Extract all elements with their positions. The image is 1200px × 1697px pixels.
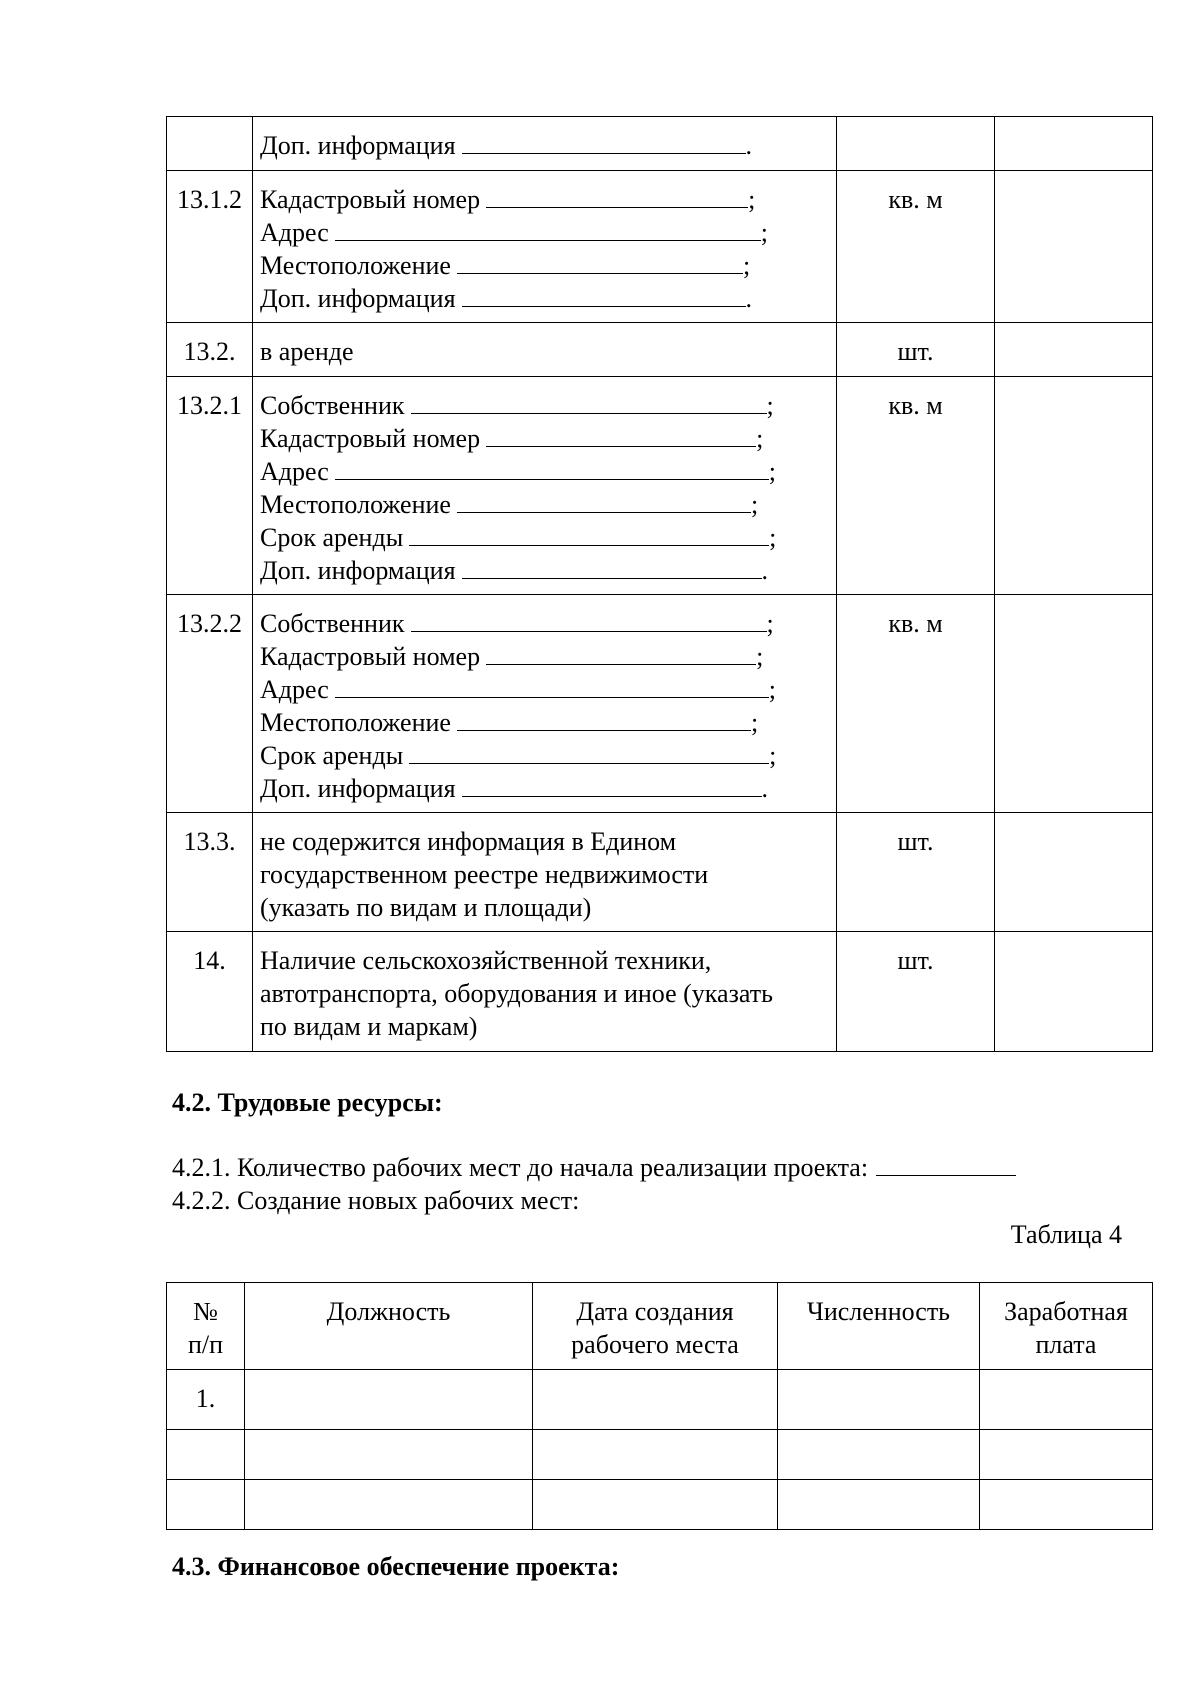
field-line: [260, 673, 832, 706]
field-label: Доп. информация: [260, 284, 456, 313]
row-unit: кв. м: [837, 377, 995, 595]
row-number: [167, 117, 253, 171]
field-label: Местоположение: [260, 251, 451, 280]
jobs-table: [166, 1282, 1153, 1530]
section-heading-labor: 4.2. Трудовые ресурсы:: [172, 1088, 443, 1117]
field-line: [260, 129, 832, 162]
row-description: [253, 377, 837, 595]
cell-count[interactable]: [778, 1480, 980, 1530]
cell-position[interactable]: [245, 1430, 533, 1480]
field-label: Адрес: [260, 218, 329, 247]
row-unit: шт.: [837, 813, 995, 932]
field-terminator: ;: [750, 708, 759, 737]
header-count: [778, 1283, 980, 1370]
field-terminator: .: [761, 556, 769, 585]
row-value-cell[interactable]: [995, 595, 1153, 813]
field-line: [260, 739, 832, 772]
header-date-line2: рабочего места: [571, 1330, 739, 1359]
field-line: [260, 216, 832, 249]
row-unit: шт.: [837, 932, 995, 1052]
cell-count[interactable]: [778, 1370, 980, 1430]
jobs-before-project-blank[interactable]: [876, 1151, 1016, 1176]
field-label: Кадастровый номер: [260, 185, 481, 214]
header-position-text: Должность: [326, 1297, 451, 1326]
row-value-cell[interactable]: [995, 932, 1153, 1052]
field-line: [260, 455, 832, 488]
field-terminator: .: [745, 284, 753, 313]
row-number: 14.: [167, 932, 253, 1052]
header-salary-line2: плата: [1035, 1330, 1097, 1359]
field-label: (указать по видам и площади): [260, 893, 592, 922]
row-number: 13.2.2: [167, 595, 253, 813]
cell-num: 1.: [167, 1370, 245, 1430]
jobs-row: [167, 1430, 1153, 1480]
field-label: Доп. информация: [260, 556, 456, 585]
field-terminator: ;: [760, 218, 768, 247]
field-terminator: ;: [756, 642, 764, 671]
row-value-cell[interactable]: [995, 813, 1153, 932]
cell-salary[interactable]: [980, 1430, 1153, 1480]
fill-in-blank[interactable]: [462, 772, 762, 797]
fill-in-blank[interactable]: [335, 455, 769, 480]
field-label: Доп. информация: [260, 131, 456, 160]
field-label: Срок аренды: [260, 741, 404, 770]
row-value-cell[interactable]: [995, 377, 1153, 595]
cell-num: [167, 1430, 245, 1480]
field-line: [260, 488, 832, 521]
field-terminator: ;: [766, 391, 774, 420]
field-label: Доп. информация: [260, 774, 456, 803]
property-row: [167, 171, 1153, 323]
fill-in-blank[interactable]: [457, 249, 743, 274]
cell-position[interactable]: [245, 1370, 533, 1430]
field-label: Кадастровый номер: [260, 642, 481, 671]
section-heading-financing: 4.3. Финансовое обеспечение проекта:: [172, 1552, 620, 1581]
field-line: [260, 977, 832, 1010]
row-number: 13.2.1: [167, 377, 253, 595]
property-row: [167, 932, 1153, 1052]
cell-position[interactable]: [245, 1480, 533, 1530]
header-num-line1: №: [193, 1297, 218, 1326]
header-num: [167, 1283, 245, 1370]
jobs-table-body: [167, 1370, 1153, 1530]
jobs-table-header-row: [167, 1283, 1153, 1370]
field-line: [260, 554, 832, 587]
row-description: [253, 171, 837, 323]
property-row: [167, 117, 1153, 171]
field-terminator: ;: [750, 490, 759, 519]
field-terminator: ;: [768, 457, 776, 486]
table-caption: Таблица 4: [1010, 1220, 1122, 1249]
jobs-row: [167, 1480, 1153, 1530]
header-salary: [980, 1283, 1153, 1370]
fill-in-blank[interactable]: [457, 706, 751, 731]
field-label: по видам и маркам): [260, 1012, 478, 1041]
field-terminator: ;: [756, 424, 764, 453]
field-line: [260, 249, 832, 282]
fill-in-blank[interactable]: [335, 673, 769, 698]
field-label: Собственник: [260, 609, 405, 638]
property-table-body: [167, 117, 1153, 1052]
row-description: [253, 323, 837, 377]
row-description: [253, 595, 837, 813]
field-label: Адрес: [260, 457, 329, 486]
field-line: [260, 282, 832, 315]
fill-in-blank[interactable]: [411, 389, 767, 414]
row-value-cell[interactable]: [995, 117, 1153, 171]
row-unit: кв. м: [837, 171, 995, 323]
cell-salary[interactable]: [980, 1480, 1153, 1530]
fill-in-blank[interactable]: [335, 216, 761, 241]
field-line: [260, 706, 832, 739]
row-description: [253, 932, 837, 1052]
field-label: Адрес: [260, 675, 329, 704]
field-line: [260, 521, 832, 554]
fill-in-blank[interactable]: [411, 607, 767, 632]
fill-in-blank[interactable]: [409, 739, 769, 764]
row-unit: кв. м: [837, 595, 995, 813]
field-line: [260, 891, 832, 924]
jobs-row: [167, 1370, 1153, 1430]
fill-in-blank[interactable]: [486, 183, 748, 208]
field-line: [260, 825, 832, 858]
fill-in-blank[interactable]: [462, 129, 746, 154]
field-label: Местоположение: [260, 490, 451, 519]
property-row: [167, 595, 1153, 813]
field-label: Срок аренды: [260, 523, 404, 552]
fill-in-blank[interactable]: [462, 554, 762, 579]
cell-date[interactable]: [533, 1370, 778, 1430]
property-row: [167, 813, 1153, 932]
field-line: [260, 422, 832, 455]
cell-date[interactable]: [533, 1480, 778, 1530]
field-line: [260, 1010, 832, 1043]
field-terminator: ;: [768, 675, 776, 704]
field-terminator: .: [761, 774, 769, 803]
header-date: [533, 1283, 778, 1370]
property-table: [166, 116, 1153, 1052]
row-description: [253, 117, 837, 171]
row-number: 13.2.: [167, 323, 253, 377]
row-value-cell[interactable]: [995, 171, 1153, 323]
row-description: [253, 813, 837, 932]
cell-count[interactable]: [778, 1430, 980, 1480]
fill-in-blank[interactable]: [457, 488, 751, 513]
field-line: [260, 944, 832, 977]
new-jobs-line: 4.2.2. Создание новых рабочих мест:: [172, 1186, 580, 1215]
field-terminator: ;: [742, 251, 751, 280]
row-unit: шт.: [837, 323, 995, 377]
field-terminator: ;: [748, 185, 756, 214]
field-line: [260, 389, 832, 422]
field-label: в аренде: [260, 337, 354, 366]
field-label: Собственник: [260, 391, 405, 420]
row-number: 13.1.2: [167, 171, 253, 323]
property-row: [167, 377, 1153, 595]
header-position: [245, 1283, 533, 1370]
jobs-before-project-label: 4.2.1. Количество рабочих мест до начала реализации проекта:: [172, 1153, 869, 1182]
fill-in-blank[interactable]: [409, 521, 769, 546]
header-num-line2: п/п: [187, 1330, 224, 1359]
cell-num: [167, 1480, 245, 1530]
field-terminator: ;: [766, 609, 774, 638]
field-label: государственном реестре недвижимости: [260, 860, 709, 889]
field-line: [260, 183, 832, 216]
row-value-cell[interactable]: [995, 323, 1153, 377]
property-row: [167, 323, 1153, 377]
jobs-before-project-line: [172, 1151, 1016, 1184]
row-unit: [837, 117, 995, 171]
header-count-text: Численность: [806, 1297, 951, 1326]
cell-salary[interactable]: [980, 1370, 1153, 1430]
cell-date[interactable]: [533, 1430, 778, 1480]
field-terminator: ;: [769, 523, 777, 552]
field-label: Кадастровый номер: [260, 424, 481, 453]
fill-in-blank[interactable]: [462, 282, 746, 307]
field-line: [260, 640, 832, 673]
row-number: 13.3.: [167, 813, 253, 932]
field-label: Местоположение: [260, 708, 451, 737]
field-line: [260, 335, 832, 368]
field-line: [260, 772, 832, 805]
field-line: [260, 607, 832, 640]
header-salary-line1: Заработная: [1004, 1297, 1128, 1326]
field-label: Наличие сельскохозяйственной техники,: [260, 946, 712, 975]
header-date-line1: Дата создания: [576, 1297, 734, 1326]
field-line: [260, 858, 832, 891]
field-label: не содержится информация в Едином: [260, 827, 677, 856]
fill-in-blank[interactable]: [486, 422, 756, 447]
field-terminator: ;: [769, 741, 777, 770]
fill-in-blank[interactable]: [486, 640, 756, 665]
field-label: автотранспорта, оборудования и иное (указать: [260, 979, 773, 1008]
field-terminator: .: [745, 131, 753, 160]
